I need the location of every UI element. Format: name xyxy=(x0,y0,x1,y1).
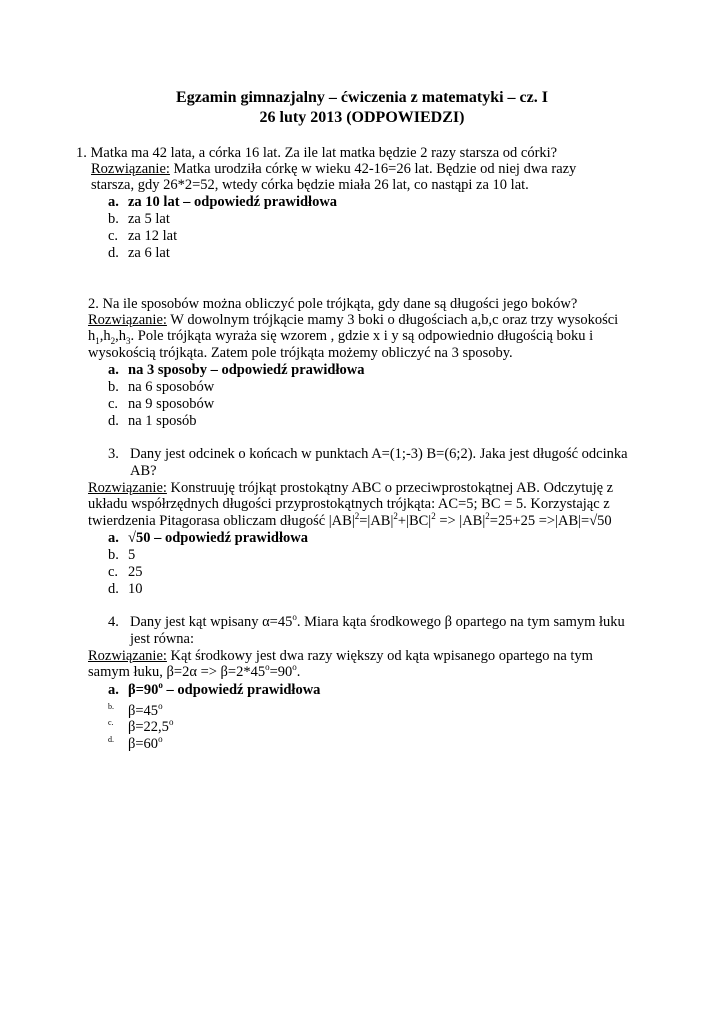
q2-solution-line-2 xyxy=(88,328,593,345)
answer-text: za 6 lat xyxy=(128,245,170,261)
answer-text: 25 xyxy=(128,564,143,580)
answer-text: na 9 sposobów xyxy=(128,396,215,412)
answer-text: β=22,5 xyxy=(128,719,169,735)
answer-text: za 10 lat – odpowiedź prawidłowa xyxy=(128,194,338,210)
q3-solution-line-1 xyxy=(88,480,613,497)
q1-solution-line-2: starsza, gdy 26*2=52, wtedy córka będzie miała 26 lat, co nastąpi za 10 lat. xyxy=(91,177,529,193)
degree-sign: o xyxy=(158,680,163,691)
q3-answer-b xyxy=(108,547,135,564)
q2-question: 2. Na ile sposobów można obliczyć pole trójkąta, gdy dane są długości jego boków? xyxy=(88,296,578,312)
q2-answer-b xyxy=(108,379,214,396)
answer-label: c. xyxy=(108,564,119,580)
q4-solution-text-2: samym łuku, β=2α => β=2*45 xyxy=(88,664,266,680)
degree-sign: o xyxy=(158,734,163,745)
degree-sign: o xyxy=(158,701,163,712)
q1-answer-b xyxy=(108,211,170,228)
q3-solution-text-1: Konstruuję trójkąt prostokątny ABC o przeciwprostokątnej AB. Odczytuję z xyxy=(166,480,614,496)
degree-sign: o xyxy=(292,662,297,673)
q4-question-line-1 xyxy=(130,614,625,631)
q1-solution-text-1: Matka urodziła córkę w wieku 42-16=26 lat. Będzie od niej dwa razy xyxy=(169,161,577,177)
q2-answer-d xyxy=(108,413,196,430)
q4-solution-text-1: Kąt środkowy jest dwa razy większy od kąta wpisanego opartego na tym xyxy=(166,648,593,664)
answer-label: a. xyxy=(108,194,119,210)
q4-solution-text-2: =90 xyxy=(269,664,293,680)
q4-question-text: . Miara kąta środkowego β opartego na tym samym łuku xyxy=(296,614,625,630)
q3-solution-line-3 xyxy=(88,513,612,530)
superscript: 2 xyxy=(485,511,490,522)
q4-solution-text-2: . xyxy=(296,664,301,680)
subscript: 3 xyxy=(126,335,131,346)
q4-question-text: Dany jest kąt wpisany α=45 xyxy=(130,614,293,630)
q4-answer-a xyxy=(108,682,320,699)
q2-answer-a xyxy=(108,362,364,379)
heights-text: h xyxy=(88,328,96,344)
pythagoras-text: twierdzenia Pitagorasa obliczam długość |AB| xyxy=(88,513,355,529)
answer-text: β=90 xyxy=(128,682,159,698)
q1-solution-line-1 xyxy=(91,161,576,178)
subscript: 2 xyxy=(110,335,116,346)
answer-label: b. xyxy=(108,547,119,563)
superscript: 2 xyxy=(393,511,398,522)
answer-text: 5 xyxy=(128,547,136,563)
q3-number: 3. xyxy=(108,446,119,462)
q2-solution-text-2: . Pole trójkąta wyraża się wzorem , gdzie x i y są odpowiednio długością boku i xyxy=(130,328,594,344)
q4-answer-d xyxy=(108,731,163,753)
superscript: 2 xyxy=(431,511,436,522)
answer-label: d. xyxy=(108,581,119,597)
answer-label: b. xyxy=(108,379,119,395)
q3-question-line-2: AB? xyxy=(130,463,157,479)
pythagoras-text: =25+25 =>|AB|=√50 xyxy=(489,513,612,529)
q1-answer-c xyxy=(108,228,177,245)
q3-solution-label: Rozwiązanie: xyxy=(88,480,167,496)
answer-text: – odpowiedź prawidłowa xyxy=(162,682,321,698)
answer-label: a. xyxy=(108,682,119,698)
answer-label: c. xyxy=(108,228,119,244)
answer-text: 10 xyxy=(128,581,143,597)
degree-sign: o xyxy=(168,717,174,728)
pythagoras-text: +|BC| xyxy=(397,513,432,529)
answer-label: b. xyxy=(108,211,119,227)
heights-text: ,h xyxy=(99,328,111,344)
pythagoras-text: => |AB| xyxy=(435,513,486,529)
answer-label: b. xyxy=(108,702,114,711)
pythagoras-text: =|AB| xyxy=(359,513,394,529)
q4-solution-line-2 xyxy=(88,664,300,681)
q4-number: 4. xyxy=(108,614,119,630)
answer-text: za 5 lat xyxy=(128,211,170,227)
superscript: 2 xyxy=(354,511,360,522)
page-subtitle: 26 luty 2013 (ODPOWIEDZI) xyxy=(259,109,465,126)
heights-text: ,h xyxy=(115,328,126,344)
q1-answer-d xyxy=(108,245,170,262)
answer-text: √50 – odpowiedź prawidłowa xyxy=(128,530,308,546)
answer-label: c. xyxy=(108,396,119,412)
q2-answer-c xyxy=(108,396,214,413)
page-title: Egzamin gimnazjalny – ćwiczenia z matematyki – cz. I xyxy=(176,89,548,106)
q3-solution-line-2: układu współrzędnych długości przyprostokątnych trójkąta: AC=5; BC = 5. Korzystając z xyxy=(88,496,610,512)
answer-label: d. xyxy=(108,413,119,429)
q2-solution-line-3: wysokością trójkąta. Zatem pole trójkąta możemy obliczyć na 3 sposoby. xyxy=(88,345,513,361)
q1-solution-label: Rozwiązanie: xyxy=(91,161,170,177)
answer-text: na 1 sposób xyxy=(128,413,197,429)
answer-label: a. xyxy=(108,530,119,546)
answer-label: a. xyxy=(108,362,119,378)
answer-text: β=60 xyxy=(128,736,159,752)
q4-solution-line-1 xyxy=(88,648,593,665)
answer-label: d. xyxy=(108,735,114,744)
q3-answer-d xyxy=(108,581,143,598)
q3-answer-c xyxy=(108,564,143,581)
subscript: 1 xyxy=(95,335,100,346)
answer-label: d. xyxy=(108,245,119,261)
q1-answer-a xyxy=(108,194,337,211)
answer-label: c. xyxy=(108,718,114,727)
answer-text: na 6 sposobów xyxy=(128,379,215,395)
q2-solution-label: Rozwiązanie: xyxy=(88,312,167,328)
q3-question-line-1: Dany jest odcinek o końcach w punktach A=(1;-3) B=(6;2). Jaka jest długość odcinka xyxy=(130,446,628,462)
q2-solution-text-1: W dowolnym trójkącie mamy 3 boki o długościach a,b,c oraz trzy wysokości xyxy=(166,312,619,328)
answer-text: za 12 lat xyxy=(128,228,178,244)
q4-question-line-2: jest równa: xyxy=(130,631,195,647)
q4-solution-label: Rozwiązanie: xyxy=(88,648,167,664)
q2-solution-line-1 xyxy=(88,312,618,329)
degree-sign: o xyxy=(292,612,297,623)
q1-question: 1. Matka ma 42 lata, a córka 16 lat. Za ile lat matka będzie 2 razy starsza od córki? xyxy=(76,145,558,161)
answer-text: na 3 sposoby – odpowiedź prawidłowa xyxy=(128,362,365,378)
q3-answer-a xyxy=(108,530,308,547)
answer-text: β=45 xyxy=(128,703,159,719)
degree-sign: o xyxy=(265,662,270,673)
